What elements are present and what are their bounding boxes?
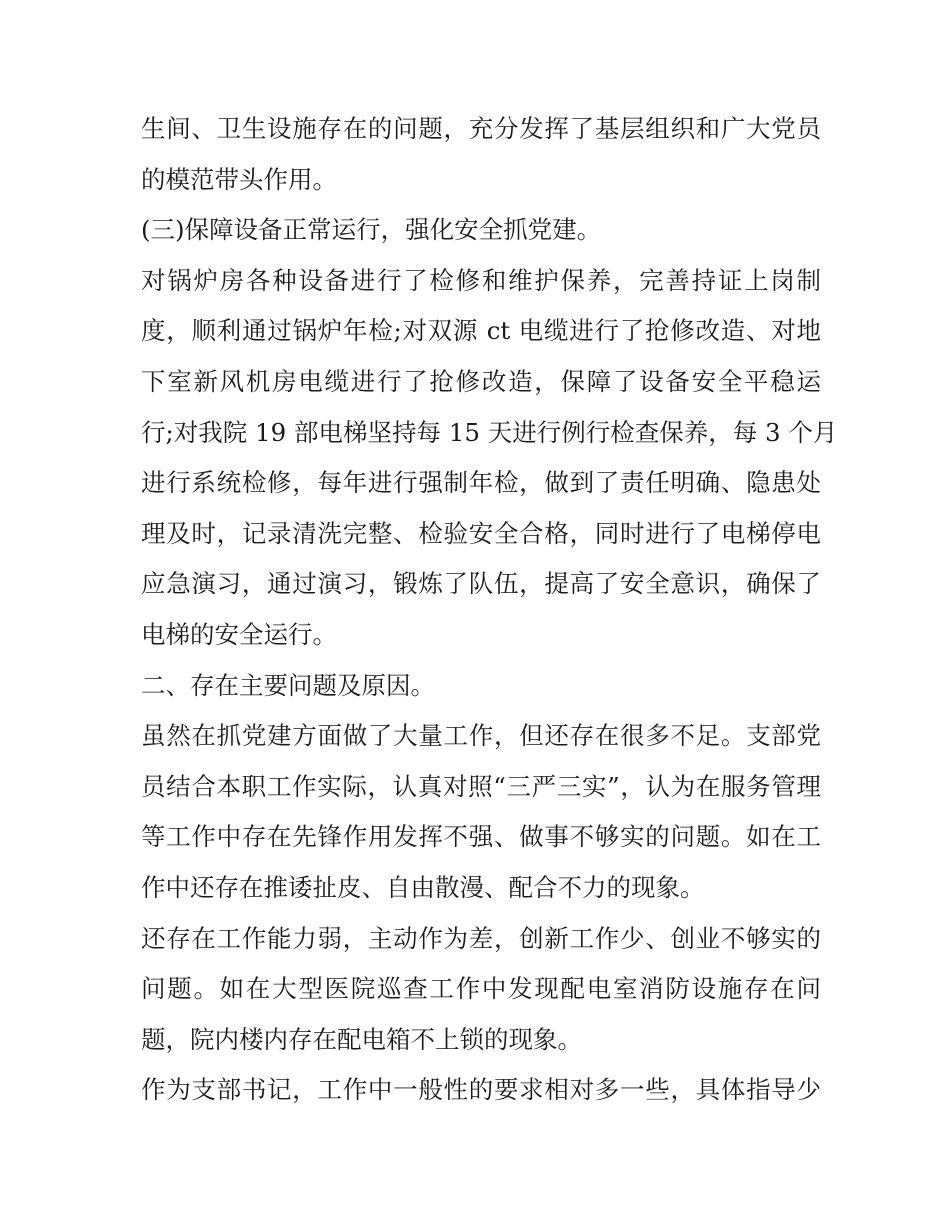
text-line: 对锅炉房各种设备进行了检修和维护保养，完善持证上岗制	[141, 265, 821, 295]
text-line: 的模范带头作用。	[141, 164, 337, 194]
text-line: 作为支部书记，工作中一般性的要求相对多一些，具体指导少	[141, 1075, 821, 1105]
text-line: 员结合本职工作实际，认真对照“三严三实”，认为在服务管理	[141, 771, 821, 801]
text-line: 行;对我院 19 部电梯坚持每 15 天进行例行检查保养，每 3 个月	[141, 417, 838, 447]
text-line: 生间、卫生设施存在的问题，充分发挥了基层组织和广大党员	[141, 114, 821, 143]
text-line: 问题。如在大型医院巡查工作中发现配电室消防设施存在问	[141, 974, 821, 1004]
text-line: 作中还存在推诿扯皮、自由散漫、配合不力的现象。	[141, 872, 705, 902]
text-line: 理及时，记录清洗完整、检验安全合格，同时进行了电梯停电	[141, 518, 821, 548]
text-line: 进行系统检修，每年进行强制年检，做到了责任明确、隐患处	[141, 468, 821, 498]
text-line: 度，顺利通过锅炉年检;对双源 ct 电缆进行了抢修改造、对地	[141, 316, 821, 346]
text-line: 应急演习，通过演习，锻炼了队伍，提高了安全意识，确保了	[141, 569, 821, 599]
text-line: 虽然在抓党建方面做了大量工作，但还存在很多不足。支部党	[141, 721, 821, 751]
text-line: 题，院内楼内存在配电箱不上锁的现象。	[141, 1024, 582, 1054]
body-text	[141, 104, 838, 1116]
text-line: 等工作中存在先锋作用发挥不强、做事不够实的问题。如在工	[141, 822, 821, 852]
section-heading: (三)保障设备正常运行，强化安全抓党建。	[141, 215, 602, 245]
section-heading: 二、存在主要问题及原因。	[141, 670, 435, 700]
text-line: 电梯的安全运行。	[141, 619, 337, 649]
text-line: 下室新风机房电缆进行了抢修改造，保障了设备安全平稳运	[141, 366, 821, 396]
text-line: 还存在工作能力弱，主动作为差，创新工作少、创业不够实的	[141, 923, 821, 953]
